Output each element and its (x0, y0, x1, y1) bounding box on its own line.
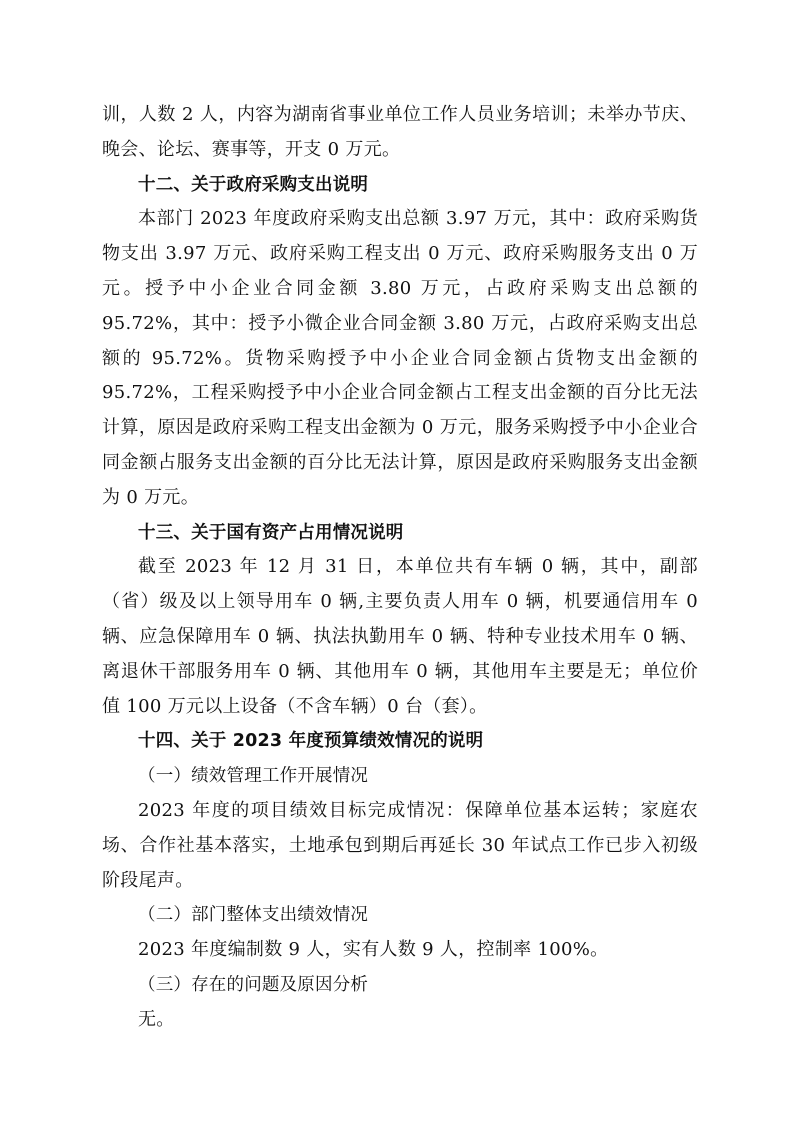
paragraph-government-procurement: 本部门 2023 年度政府采购支出总额 3.97 万元，其中：政府采购货物支出 3.97 万元、政府采购工程支出 0 万元、政府采购服务支出 0 万元。授予中小企业合同金额 3.80 万元，占政府采购支出总额的 95.72%，其中：授予小微企业合同金额 3.80 万元，占政府采购支出总额的 95.72%。货物采购授予中小企业合同金额占货物支出金额的 95.72%，工程采购授予中小企业合同金额占工程支出金额的百分比无法计算，原因是政府采购工程支出金额为 0 万元，服务采购授予中小企业合同金额占服务支出金额的百分比无法计算，原因是政府采购服务支出金额为 0 万元。 (102, 208, 698, 508)
paragraph-problems-analysis: 无。 (138, 1008, 175, 1030)
section-heading-government-procurement: 十二、关于政府采购支出说明 (138, 174, 369, 195)
subheading-performance-management: （一）绩效管理工作开展情况 (138, 766, 369, 787)
section-heading-budget-performance: 十四、关于 2023 年度预算绩效情况的说明 (138, 731, 484, 752)
paragraph-performance-management: 2023 年度的项目绩效目标完成情况：保障单位基本运转；家庭农场、合作社基本落实，土地承包到期后再延长 30 年试点工作已步入初级阶段尾声。 (102, 799, 698, 891)
section-heading-state-assets: 十三、关于国有资产占用情况说明 (138, 522, 404, 543)
document-body (102, 98, 698, 1038)
paragraph-overall-expenditure: 2023 年度编制数 9 人，实有人数 9 人，控制率 100%。 (138, 939, 609, 961)
subheading-problems-analysis: （三）存在的问题及原因分析 (138, 974, 369, 995)
subheading-overall-expenditure: （二）部门整体支出绩效情况 (138, 905, 369, 926)
paragraph-training-summary: 训，人数 2 人，内容为湖南省事业单位工作人员业务培训；未举办节庆、晚会、论坛、赛事等，开支 0 万元。 (102, 104, 698, 160)
paragraph-state-assets: 截至 2023 年 12 月 31 日，本单位共有车辆 0 辆，其中，副部（省）级及以上领导用车 0 辆,主要负责人用车 0 辆，机要通信用车 0 辆、应急保障用车 0 辆、执法执勤用车 0 辆、特种专业技术用车 0 辆、离退休干部服务用车 0 辆、其他用车 0 辆，其他用车主要是无；单位价值 100 万元以上设备（不含车辆）0 台（套）。 (102, 556, 698, 717)
